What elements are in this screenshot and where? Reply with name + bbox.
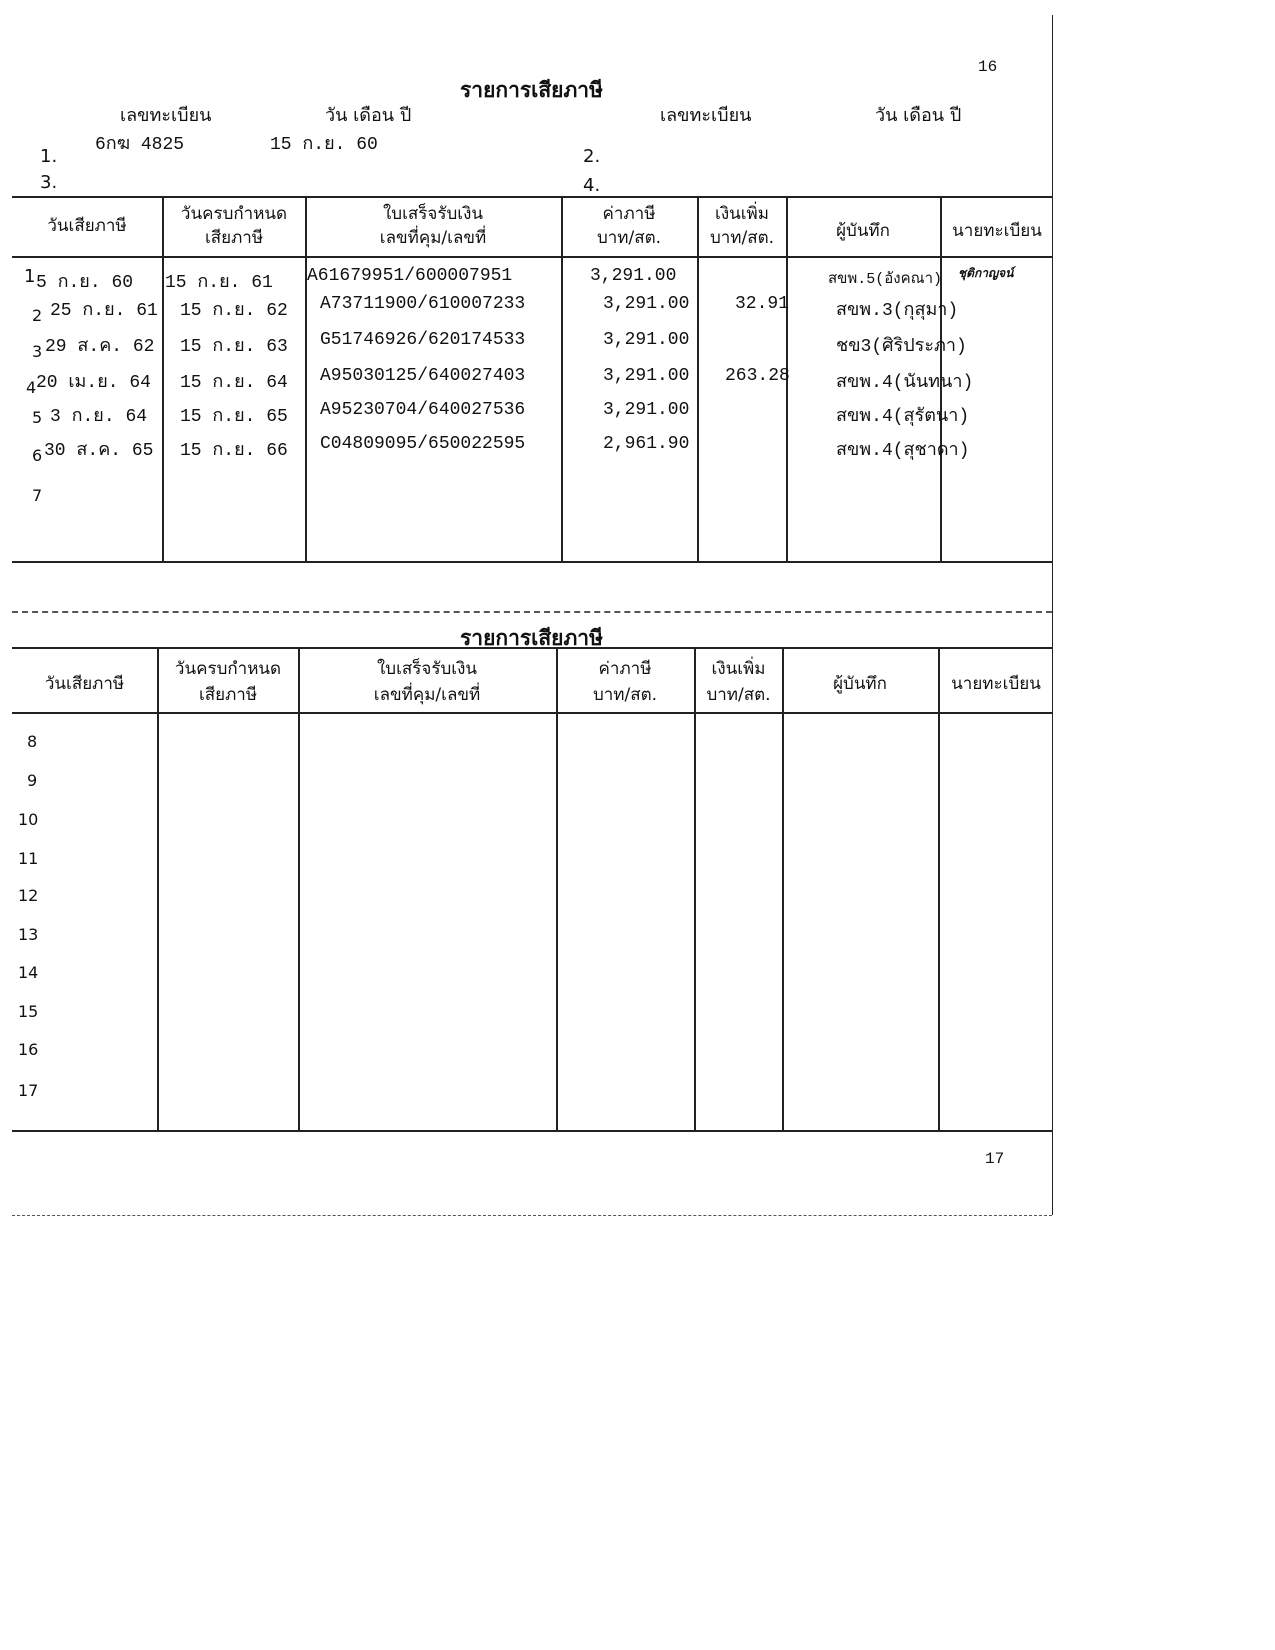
hdr-extra-1: เงินเพิ่ม	[711, 659, 766, 679]
extra-amount: 32.91	[735, 294, 790, 314]
due-date: 15 ก.ย. 66	[180, 441, 288, 461]
recorder: สขพ.4(นันทนา)	[836, 373, 974, 393]
hdr-extra-2: บาท/สต.	[706, 685, 771, 705]
tear-off-line	[12, 611, 1052, 613]
due-date: 15 ก.ย. 62	[180, 301, 288, 321]
receipt-number: A95230704/640027536	[320, 400, 526, 420]
hdr-due-date-2: เสียภาษี	[198, 685, 258, 705]
hdr-receipt-2: เลขที่คุม/เลขที่	[379, 228, 487, 248]
recorder: สขพ.4(สุรัตนา)	[836, 407, 970, 427]
table2-col-divider	[782, 647, 784, 1130]
row-number: 17	[18, 1081, 39, 1100]
hdr-due-date-2: เสียภาษี	[204, 228, 264, 248]
reg-label-left: เลขทะเบียน	[120, 105, 212, 126]
hdr-due-date-1: วันครบกำหนด	[174, 659, 282, 679]
hdr-pay-date: วันเสียภาษี	[47, 216, 127, 236]
reg-label-right: เลขทะเบียน	[660, 105, 752, 126]
tax-amount: 3,291.00	[603, 366, 690, 386]
registrar-signature: ชุติกาญจน์	[958, 266, 1014, 280]
recorder: สขพ.5(อังคณา)	[828, 271, 943, 288]
row-number: 6	[32, 446, 43, 465]
entry-2-num: 2.	[583, 146, 601, 167]
row-number: 11	[18, 849, 39, 868]
hdr-registrar: นายทะเบียน	[951, 674, 1041, 694]
table2-col-divider	[298, 647, 300, 1130]
page-bottom-edge	[12, 1215, 1052, 1216]
receipt-number: G51746926/620174533	[320, 330, 526, 350]
receipt-number: A61679951/600007951	[307, 266, 513, 286]
hdr-registrar: นายทะเบียน	[952, 221, 1042, 241]
entry-3-num: 3.	[40, 172, 58, 193]
tax-amount: 3,291.00	[603, 294, 690, 314]
row-number: 1	[24, 266, 36, 287]
table2-top-border	[12, 647, 1052, 649]
hdr-due-date-1: วันครบกำหนด	[180, 204, 288, 224]
hdr-tax-2: บาท/สต.	[592, 685, 658, 705]
section1-title: รายการเสียภาษี	[460, 78, 603, 102]
recorder: สขพ.4(สุชาดา)	[836, 441, 970, 461]
receipt-number: A95030125/640027403	[320, 366, 526, 386]
hdr-extra-1: เงินเพิ่ม	[715, 204, 769, 224]
row-number: 14	[18, 963, 39, 982]
table1-col-divider	[561, 196, 563, 561]
date-label-right: วัน เดือน ปี	[875, 105, 962, 126]
hdr-receipt-1: ใบเสร็จรับเงิน	[382, 204, 484, 224]
page-number-top: 16	[978, 58, 998, 76]
table1-col-divider	[162, 196, 164, 561]
table2-col-divider	[694, 647, 696, 1130]
due-date: 15 ก.ย. 63	[180, 337, 288, 357]
table1-header-border	[12, 256, 1052, 258]
row-number: 2	[32, 306, 43, 325]
due-date: 15 ก.ย. 64	[180, 373, 288, 393]
row-number: 7	[32, 486, 43, 505]
hdr-receipt-1: ใบเสร็จรับเงิน	[376, 659, 478, 679]
page-number-bottom: 17	[985, 1150, 1005, 1168]
table2-bottom-border	[12, 1130, 1052, 1132]
entry-1-reg: 6กฆ 4825	[95, 135, 185, 155]
section2-title: รายการเสียภาษี	[460, 626, 603, 650]
row-number: 16	[18, 1040, 39, 1059]
receipt-number: A73711900/610007233	[320, 294, 526, 314]
hdr-extra-2: บาท/สต.	[709, 228, 775, 248]
table2-col-divider	[556, 647, 558, 1130]
tax-amount: 3,291.00	[603, 330, 690, 350]
pay-date: 29 ส.ค. 62	[45, 337, 155, 357]
row-number: 13	[18, 925, 39, 944]
hdr-pay-date: วันเสียภาษี	[44, 674, 125, 694]
pay-date: 3 ก.ย. 64	[50, 407, 148, 427]
tax-amount: 3,291.00	[590, 266, 677, 286]
row-number: 4	[26, 378, 37, 397]
extra-amount: 263.28	[725, 366, 790, 386]
entry-1-date: 15 ก.ย. 60	[270, 135, 378, 155]
pay-date: 5 ก.ย. 60	[36, 273, 134, 293]
table1-col-divider	[305, 196, 307, 561]
entry-1-num: 1.	[40, 146, 58, 167]
row-number: 5	[32, 408, 43, 427]
row-number: 9	[27, 771, 38, 790]
hdr-receipt-2: เลขที่คุม/เลขที่	[373, 685, 481, 705]
pay-date: 25 ก.ย. 61	[50, 301, 158, 321]
tax-amount: 3,291.00	[603, 400, 690, 420]
table1-col-divider	[697, 196, 699, 561]
row-number: 8	[27, 732, 38, 751]
due-date: 15 ก.ย. 65	[180, 407, 288, 427]
tax-amount: 2,961.90	[603, 434, 690, 454]
receipt-number: C04809095/650022595	[320, 434, 526, 454]
date-label-left: วัน เดือน ปี	[325, 105, 412, 126]
entry-4-num: 4.	[583, 175, 601, 196]
hdr-recorder: ผู้บันทึก	[833, 674, 887, 694]
pay-date: 30 ส.ค. 65	[44, 441, 154, 461]
row-number: 3	[32, 342, 43, 361]
hdr-tax-2: บาท/สต.	[596, 228, 662, 248]
table2-col-divider	[157, 647, 159, 1130]
page-right-border	[1052, 15, 1053, 1215]
hdr-recorder: ผู้บันทึก	[836, 221, 890, 241]
recorder: ชข3(ศิริประภา)	[836, 337, 967, 357]
table1-top-border	[12, 196, 1052, 198]
table1-bottom-border	[12, 561, 1052, 563]
table2-col-divider	[938, 647, 940, 1130]
row-number: 10	[18, 810, 39, 829]
due-date: 15 ก.ย. 61	[165, 273, 273, 293]
hdr-tax-1: ค่าภาษี	[602, 204, 656, 224]
pay-date: 20 เม.ย. 64	[36, 373, 151, 393]
table2-header-border	[12, 712, 1052, 714]
hdr-tax-1: ค่าภาษี	[598, 659, 652, 679]
row-number: 15	[18, 1002, 39, 1021]
row-number: 12	[18, 886, 39, 905]
recorder: สขพ.3(กุสุมา)	[836, 301, 959, 321]
